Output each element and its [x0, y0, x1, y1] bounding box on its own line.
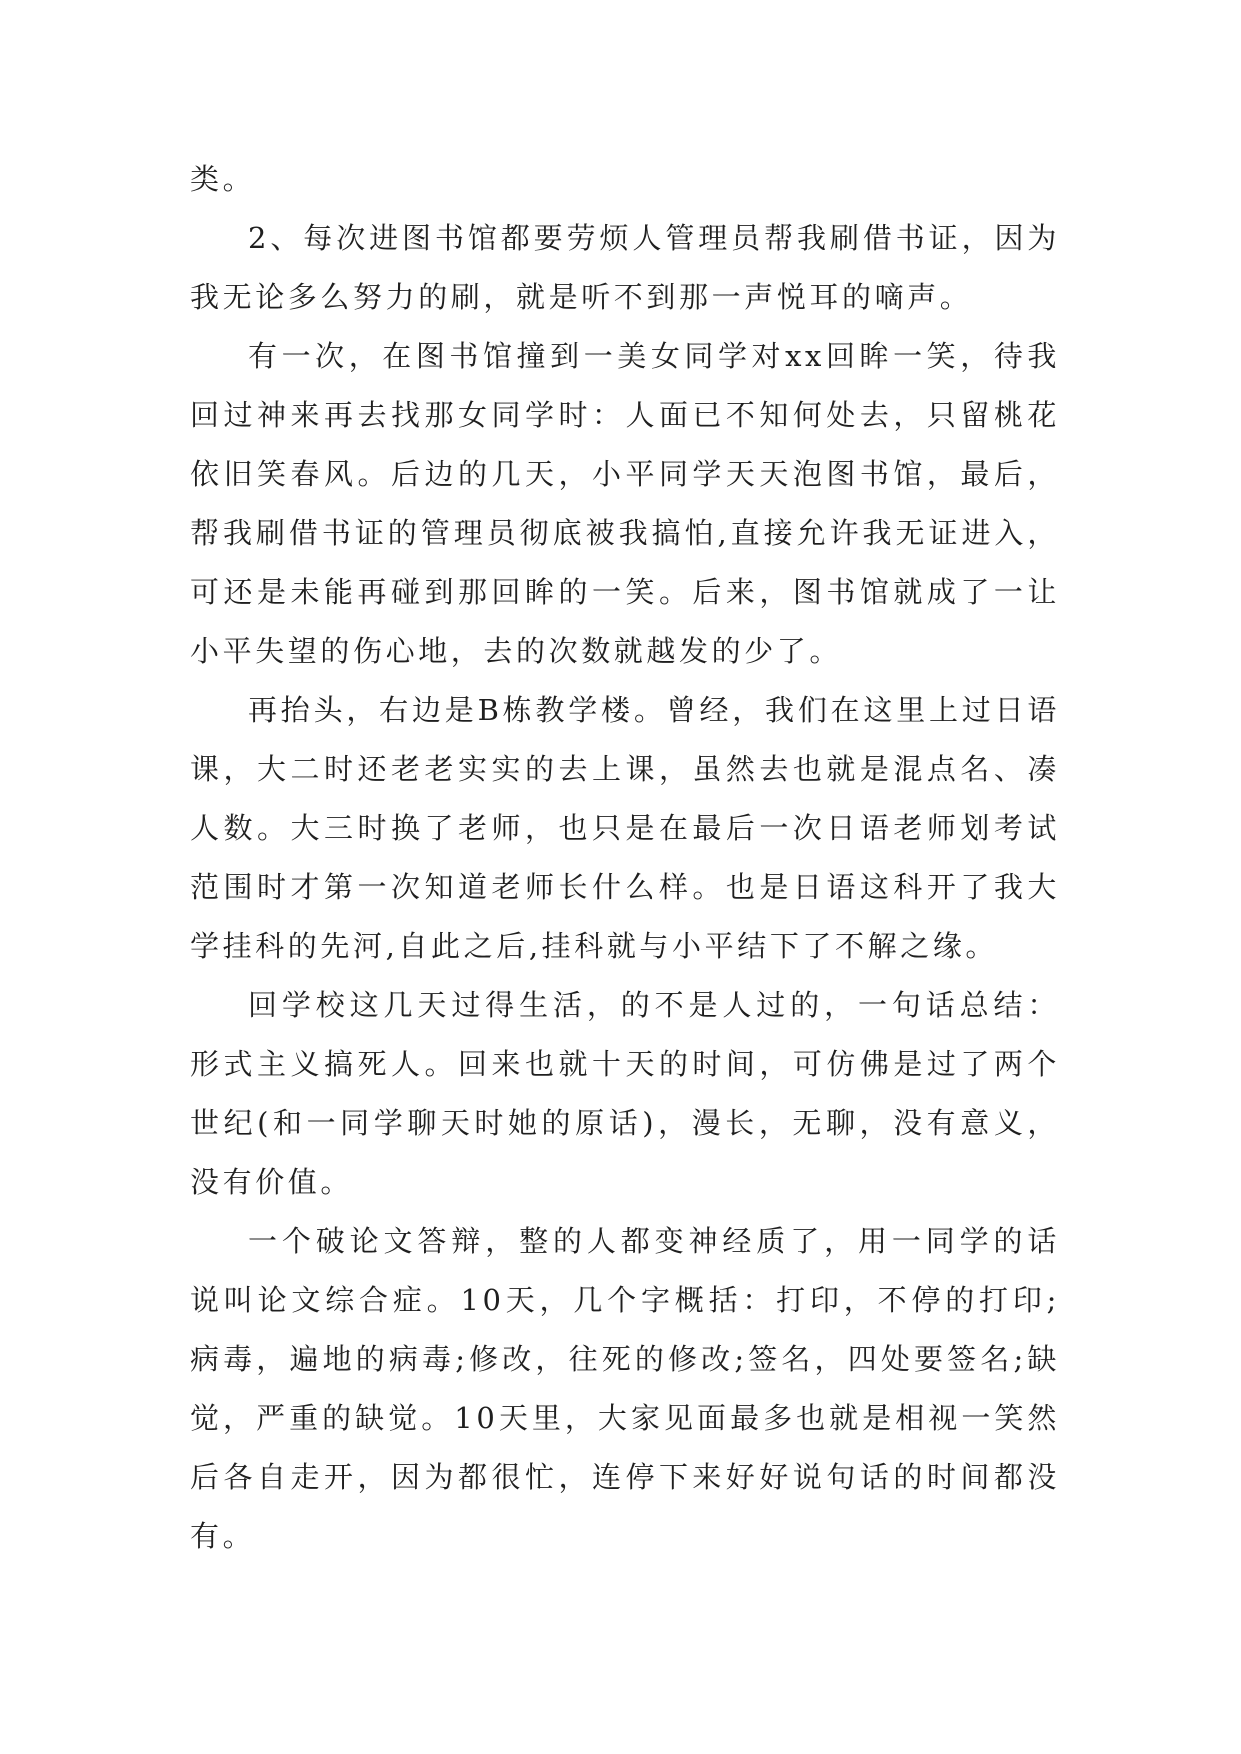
paragraph-school-days: 回学校这几天过得生活，的不是人过的，一句话总结：形式主义搞死人。回来也就十天的时间，可仿佛是过了两个世纪(和一同学聊天时她的原话)，漫长，无聊，没有意义，没有价值。 [190, 988, 1060, 1199]
paragraph-continuation: 类。 [190, 162, 256, 196]
paragraph-thesis-defense: 一个破论文答辩，整的人都变神经质了，用一同学的话说叫论文综合症。10天，几个字概括：打印，不停的打印;病毒，遍地的病毒;修改，往死的修改;签名，四处要签名;缺觉，严重的缺觉。10天里，大家见面最多也就是相视一笑然后各自走开，因为都很忙，连停下来好好说句话的时间都没有。 [190, 1224, 1060, 1553]
paragraph-library-card: 2、每次进图书馆都要劳烦人管理员帮我刷借书证，因为我无论多么努力的刷，就是听不到那一声悦耳的嘀声。 [190, 221, 1060, 314]
document-body [190, 150, 1060, 1566]
paragraph-building-b: 再抬头，右边是B栋教学楼。曾经，我们在这里上过日语课，大二时还老老实实的去上课，虽然去也就是混点名、凑人数。大三时换了老师，也只是在最后一次日语老师划考试范围时才第一次知道老师长什么样。也是日语这科开了我大学挂科的先河,自此之后,挂科就与小平结下了不解之缘。 [190, 693, 1060, 963]
paragraph-library-encounter: 有一次，在图书馆撞到一美女同学对xx回眸一笑，待我回过神来再去找那女同学时：人面已不知何处去，只留桃花依旧笑春风。后边的几天，小平同学天天泡图书馆，最后，帮我刷借书证的管理员彻底被我搞怕,直接允许我无证进入，可还是未能再碰到那回眸的一笑。后来，图书馆就成了一让小平失望的伤心地，去的次数就越发的少了。 [190, 339, 1060, 668]
